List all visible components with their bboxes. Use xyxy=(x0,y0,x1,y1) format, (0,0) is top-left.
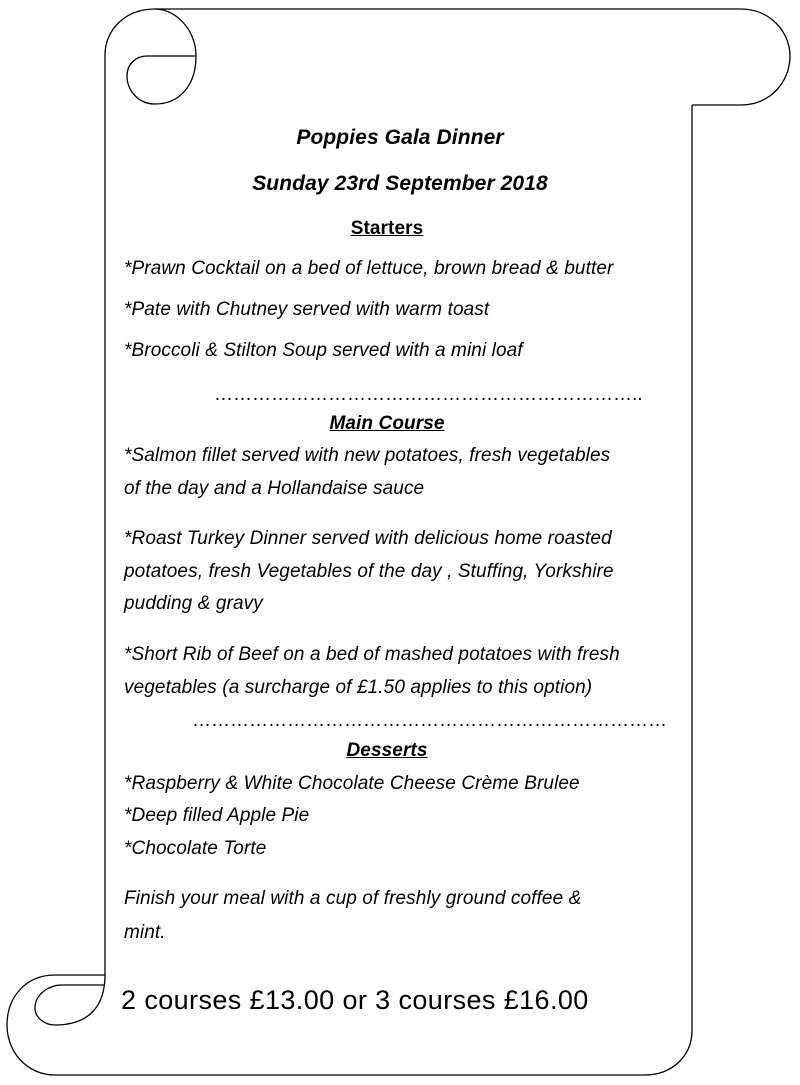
starter-item: *Pate with Chutney served with warm toast xyxy=(124,299,490,320)
closing-line: mint. xyxy=(124,922,166,943)
dessert-item: *Deep filled Apple Pie xyxy=(124,805,310,826)
separator: ………………………………………………………………… xyxy=(192,710,667,731)
starter-item: *Prawn Cocktail on a bed of lettuce, brown bread & butter xyxy=(124,258,614,279)
main-item-line: potatoes, fresh Vegetables of the day , Stuffing, Yorkshire xyxy=(124,561,614,582)
starter-item: *Broccoli & Stilton Soup served with a mini loaf xyxy=(124,340,523,361)
main-item-line: of the day and a Hollandaise sauce xyxy=(124,478,425,499)
separator: ………………………………………………………….. xyxy=(214,384,643,405)
desserts-heading: Desserts xyxy=(346,740,428,761)
main-item-line: *Roast Turkey Dinner served with delicious home roasted xyxy=(124,528,612,549)
main-item-line: *Salmon fillet served with new potatoes, fresh vegetables xyxy=(124,445,611,466)
main-course-heading: Main Course xyxy=(329,413,445,434)
menu-date: Sunday 23rd September 2018 xyxy=(252,172,548,195)
dessert-item: *Chocolate Torte xyxy=(124,838,267,859)
closing-line: Finish your meal with a cup of freshly ground coffee & xyxy=(124,888,582,909)
dessert-item: *Raspberry & White Chocolate Cheese Crème Brulee xyxy=(124,773,580,794)
starters-heading: Starters xyxy=(350,218,424,239)
main-item-line: *Short Rib of Beef on a bed of mashed potatoes with fresh xyxy=(124,644,620,665)
pricing-text: 2 courses £13.00 or 3 courses £16.00 xyxy=(121,985,589,1015)
main-item-line: pudding & gravy xyxy=(124,593,263,614)
menu-title: Poppies Gala Dinner xyxy=(296,126,504,149)
main-item-line: vegetables (a surcharge of £1.50 applies to this option) xyxy=(124,677,593,698)
